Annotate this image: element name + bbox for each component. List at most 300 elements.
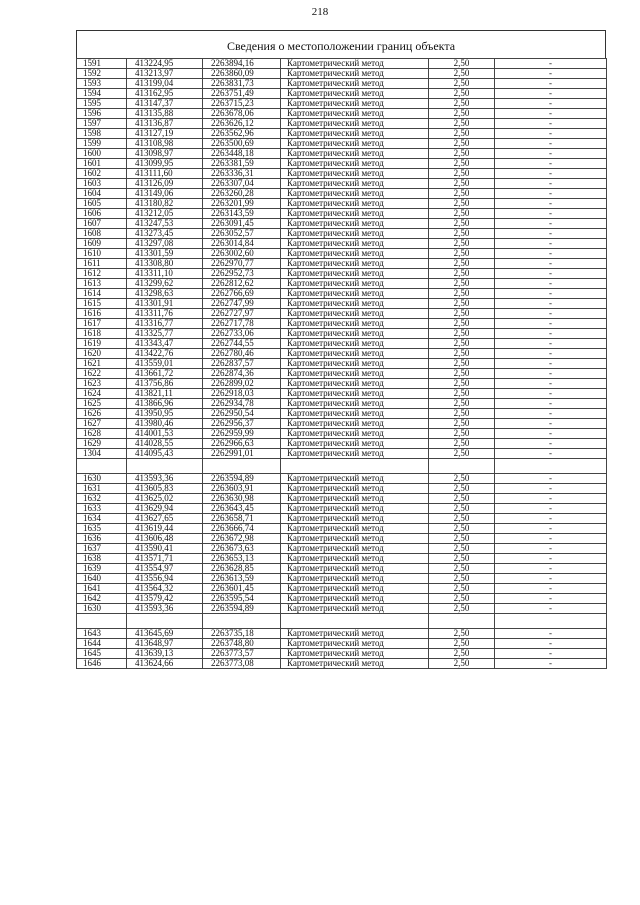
table-row bbox=[77, 259, 607, 269]
point-number-cell: 1597 bbox=[77, 119, 127, 129]
x-coordinate-cell: 413343,47 bbox=[127, 339, 203, 349]
accuracy-cell: 2,50 bbox=[429, 259, 495, 269]
table-row bbox=[77, 329, 607, 339]
method-cell: Картометрический метод bbox=[281, 349, 429, 359]
method-cell: Картометрический метод bbox=[281, 69, 429, 79]
accuracy-cell: 2,50 bbox=[429, 554, 495, 564]
method-cell: Картометрический метод bbox=[281, 574, 429, 584]
point-number-cell: 1642 bbox=[77, 594, 127, 604]
group-separator-row bbox=[77, 459, 607, 474]
point-number-cell: 1602 bbox=[77, 169, 127, 179]
table-row bbox=[77, 179, 607, 189]
y-coordinate-cell: 2263307,04 bbox=[203, 179, 281, 189]
x-coordinate-cell: 413301,91 bbox=[127, 299, 203, 309]
description-cell: - bbox=[495, 439, 607, 449]
accuracy-cell: 2,50 bbox=[429, 504, 495, 514]
description-cell: - bbox=[495, 79, 607, 89]
method-cell: Картометрический метод bbox=[281, 389, 429, 399]
accuracy-cell: 2,50 bbox=[429, 189, 495, 199]
table-row bbox=[77, 544, 607, 554]
point-number-cell: 1592 bbox=[77, 69, 127, 79]
point-number-cell: 1635 bbox=[77, 524, 127, 534]
x-coordinate-cell: 413661,72 bbox=[127, 369, 203, 379]
x-coordinate-cell: 413821,11 bbox=[127, 389, 203, 399]
table-row bbox=[77, 209, 607, 219]
y-coordinate-cell: 2263643,45 bbox=[203, 504, 281, 514]
accuracy-cell: 2,50 bbox=[429, 59, 495, 69]
description-cell: - bbox=[495, 629, 607, 639]
method-cell: Картометрический метод bbox=[281, 399, 429, 409]
point-number-cell: 1639 bbox=[77, 564, 127, 574]
table-row bbox=[77, 534, 607, 544]
table-row bbox=[77, 59, 607, 69]
point-number-cell: 1627 bbox=[77, 419, 127, 429]
description-cell: - bbox=[495, 639, 607, 649]
y-coordinate-cell: 2263751,49 bbox=[203, 89, 281, 99]
x-coordinate-cell: 413325,77 bbox=[127, 329, 203, 339]
x-coordinate-cell: 413147,37 bbox=[127, 99, 203, 109]
accuracy-cell: 2,50 bbox=[429, 169, 495, 179]
x-coordinate-cell: 413648,97 bbox=[127, 639, 203, 649]
point-number-cell: 1623 bbox=[77, 379, 127, 389]
method-cell: Картометрический метод bbox=[281, 99, 429, 109]
y-coordinate-cell: 2262812,62 bbox=[203, 279, 281, 289]
y-coordinate-cell: 2262727,97 bbox=[203, 309, 281, 319]
x-coordinate-cell: 413866,96 bbox=[127, 399, 203, 409]
point-number-cell: 1620 bbox=[77, 349, 127, 359]
point-number-cell: 1638 bbox=[77, 554, 127, 564]
point-number-cell: 1641 bbox=[77, 584, 127, 594]
x-coordinate-cell: 413108,98 bbox=[127, 139, 203, 149]
y-coordinate-cell: 2263673,63 bbox=[203, 544, 281, 554]
y-coordinate-cell: 2263773,57 bbox=[203, 649, 281, 659]
description-cell: - bbox=[495, 544, 607, 554]
point-number-cell: 1605 bbox=[77, 199, 127, 209]
empty-cell bbox=[281, 459, 429, 474]
accuracy-cell: 2,50 bbox=[429, 359, 495, 369]
y-coordinate-cell: 2263672,98 bbox=[203, 534, 281, 544]
empty-cell bbox=[77, 614, 127, 629]
table-row bbox=[77, 219, 607, 229]
y-coordinate-cell: 2263562,96 bbox=[203, 129, 281, 139]
point-number-cell: 1598 bbox=[77, 129, 127, 139]
description-cell: - bbox=[495, 289, 607, 299]
point-number-cell: 1632 bbox=[77, 494, 127, 504]
table-row bbox=[77, 449, 607, 459]
point-number-cell: 1594 bbox=[77, 89, 127, 99]
method-cell: Картометрический метод bbox=[281, 199, 429, 209]
x-coordinate-cell: 413311,76 bbox=[127, 309, 203, 319]
x-coordinate-cell: 413639,13 bbox=[127, 649, 203, 659]
method-cell: Картометрический метод bbox=[281, 89, 429, 99]
table-row bbox=[77, 629, 607, 639]
point-number-cell: 1622 bbox=[77, 369, 127, 379]
point-number-cell: 1633 bbox=[77, 504, 127, 514]
point-number-cell: 1625 bbox=[77, 399, 127, 409]
y-coordinate-cell: 2263594,89 bbox=[203, 474, 281, 484]
table-row bbox=[77, 419, 607, 429]
table-row bbox=[77, 99, 607, 109]
empty-cell bbox=[495, 614, 607, 629]
accuracy-cell: 2,50 bbox=[429, 544, 495, 554]
accuracy-cell: 2,50 bbox=[429, 139, 495, 149]
accuracy-cell: 2,50 bbox=[429, 399, 495, 409]
accuracy-cell: 2,50 bbox=[429, 369, 495, 379]
method-cell: Картометрический метод bbox=[281, 554, 429, 564]
accuracy-cell: 2,50 bbox=[429, 449, 495, 459]
x-coordinate-cell: 413136,87 bbox=[127, 119, 203, 129]
table-row bbox=[77, 524, 607, 534]
description-cell: - bbox=[495, 229, 607, 239]
accuracy-cell: 2,50 bbox=[429, 79, 495, 89]
point-number-cell: 1628 bbox=[77, 429, 127, 439]
description-cell: - bbox=[495, 554, 607, 564]
method-cell: Картометрический метод bbox=[281, 299, 429, 309]
x-coordinate-cell: 413579,42 bbox=[127, 594, 203, 604]
description-cell: - bbox=[495, 399, 607, 409]
x-coordinate-cell: 413135,88 bbox=[127, 109, 203, 119]
x-coordinate-cell: 413624,66 bbox=[127, 659, 203, 669]
point-number-cell: 1640 bbox=[77, 574, 127, 584]
y-coordinate-cell: 2263143,59 bbox=[203, 209, 281, 219]
x-coordinate-cell: 413299,62 bbox=[127, 279, 203, 289]
x-coordinate-cell: 413099,95 bbox=[127, 159, 203, 169]
description-cell: - bbox=[495, 429, 607, 439]
y-coordinate-cell: 2262956,37 bbox=[203, 419, 281, 429]
point-number-cell: 1624 bbox=[77, 389, 127, 399]
description-cell: - bbox=[495, 169, 607, 179]
point-number-cell: 1611 bbox=[77, 259, 127, 269]
point-number-cell: 1600 bbox=[77, 149, 127, 159]
y-coordinate-cell: 2263630,98 bbox=[203, 494, 281, 504]
method-cell: Картометрический метод bbox=[281, 79, 429, 89]
description-cell: - bbox=[495, 349, 607, 359]
accuracy-cell: 2,50 bbox=[429, 269, 495, 279]
table-row bbox=[77, 319, 607, 329]
accuracy-cell: 2,50 bbox=[429, 219, 495, 229]
accuracy-cell: 2,50 bbox=[429, 99, 495, 109]
method-cell: Картометрический метод bbox=[281, 129, 429, 139]
method-cell: Картометрический метод bbox=[281, 494, 429, 504]
x-coordinate-cell: 413627,65 bbox=[127, 514, 203, 524]
y-coordinate-cell: 2262950,54 bbox=[203, 409, 281, 419]
description-cell: - bbox=[495, 109, 607, 119]
method-cell: Картометрический метод bbox=[281, 139, 429, 149]
description-cell: - bbox=[495, 309, 607, 319]
accuracy-cell: 2,50 bbox=[429, 584, 495, 594]
table-row bbox=[77, 289, 607, 299]
table-row bbox=[77, 189, 607, 199]
point-number-cell: 1599 bbox=[77, 139, 127, 149]
x-coordinate-cell: 413605,83 bbox=[127, 484, 203, 494]
accuracy-cell: 2,50 bbox=[429, 629, 495, 639]
table-row bbox=[77, 429, 607, 439]
boundary-coordinates-table-frame bbox=[76, 30, 606, 669]
empty-cell bbox=[203, 614, 281, 629]
accuracy-cell: 2,50 bbox=[429, 199, 495, 209]
description-cell: - bbox=[495, 339, 607, 349]
description-cell: - bbox=[495, 329, 607, 339]
description-cell: - bbox=[495, 259, 607, 269]
point-number-cell: 1630 bbox=[77, 604, 127, 614]
description-cell: - bbox=[495, 369, 607, 379]
y-coordinate-cell: 2262952,73 bbox=[203, 269, 281, 279]
accuracy-cell: 2,50 bbox=[429, 659, 495, 669]
point-number-cell: 1646 bbox=[77, 659, 127, 669]
x-coordinate-cell: 413559,01 bbox=[127, 359, 203, 369]
coordinates-table bbox=[76, 58, 607, 669]
table-row bbox=[77, 379, 607, 389]
method-cell: Картометрический метод bbox=[281, 514, 429, 524]
x-coordinate-cell: 413297,08 bbox=[127, 239, 203, 249]
x-coordinate-cell: 413756,86 bbox=[127, 379, 203, 389]
table-row bbox=[77, 109, 607, 119]
coordinates-table-body bbox=[77, 59, 607, 669]
x-coordinate-cell: 413126,09 bbox=[127, 179, 203, 189]
y-coordinate-cell: 2263201,99 bbox=[203, 199, 281, 209]
y-coordinate-cell: 2262991,01 bbox=[203, 449, 281, 459]
description-cell: - bbox=[495, 379, 607, 389]
method-cell: Картометрический метод bbox=[281, 229, 429, 239]
point-number-cell: 1631 bbox=[77, 484, 127, 494]
description-cell: - bbox=[495, 574, 607, 584]
accuracy-cell: 2,50 bbox=[429, 309, 495, 319]
method-cell: Картометрический метод bbox=[281, 319, 429, 329]
point-number-cell: 1609 bbox=[77, 239, 127, 249]
table-row bbox=[77, 659, 607, 669]
point-number-cell: 1601 bbox=[77, 159, 127, 169]
description-cell: - bbox=[495, 179, 607, 189]
table-row bbox=[77, 504, 607, 514]
point-number-cell: 1304 bbox=[77, 449, 127, 459]
description-cell: - bbox=[495, 494, 607, 504]
description-cell: - bbox=[495, 514, 607, 524]
y-coordinate-cell: 2262966,63 bbox=[203, 439, 281, 449]
y-coordinate-cell: 2262934,78 bbox=[203, 399, 281, 409]
method-cell: Картометрический метод bbox=[281, 484, 429, 494]
empty-cell bbox=[429, 614, 495, 629]
y-coordinate-cell: 2262959,99 bbox=[203, 429, 281, 439]
point-number-cell: 1614 bbox=[77, 289, 127, 299]
accuracy-cell: 2,50 bbox=[429, 299, 495, 309]
x-coordinate-cell: 413556,94 bbox=[127, 574, 203, 584]
description-cell: - bbox=[495, 189, 607, 199]
table-row bbox=[77, 604, 607, 614]
x-coordinate-cell: 413950,95 bbox=[127, 409, 203, 419]
description-cell: - bbox=[495, 419, 607, 429]
method-cell: Картометрический метод bbox=[281, 534, 429, 544]
description-cell: - bbox=[495, 524, 607, 534]
description-cell: - bbox=[495, 584, 607, 594]
accuracy-cell: 2,50 bbox=[429, 514, 495, 524]
table-row bbox=[77, 554, 607, 564]
x-coordinate-cell: 414001,53 bbox=[127, 429, 203, 439]
accuracy-cell: 2,50 bbox=[429, 524, 495, 534]
accuracy-cell: 2,50 bbox=[429, 564, 495, 574]
accuracy-cell: 2,50 bbox=[429, 474, 495, 484]
method-cell: Картометрический метод bbox=[281, 504, 429, 514]
point-number-cell: 1636 bbox=[77, 534, 127, 544]
table-row bbox=[77, 129, 607, 139]
y-coordinate-cell: 2263594,89 bbox=[203, 604, 281, 614]
point-number-cell: 1603 bbox=[77, 179, 127, 189]
x-coordinate-cell: 413111,60 bbox=[127, 169, 203, 179]
table-row bbox=[77, 564, 607, 574]
method-cell: Картометрический метод bbox=[281, 249, 429, 259]
y-coordinate-cell: 2263626,12 bbox=[203, 119, 281, 129]
x-coordinate-cell: 413273,45 bbox=[127, 229, 203, 239]
accuracy-cell: 2,50 bbox=[429, 209, 495, 219]
y-coordinate-cell: 2263091,45 bbox=[203, 219, 281, 229]
point-number-cell: 1607 bbox=[77, 219, 127, 229]
description-cell: - bbox=[495, 59, 607, 69]
x-coordinate-cell: 413247,53 bbox=[127, 219, 203, 229]
y-coordinate-cell: 2263715,23 bbox=[203, 99, 281, 109]
y-coordinate-cell: 2263773,08 bbox=[203, 659, 281, 669]
table-row bbox=[77, 199, 607, 209]
accuracy-cell: 2,50 bbox=[429, 119, 495, 129]
method-cell: Картометрический метод bbox=[281, 109, 429, 119]
method-cell: Картометрический метод bbox=[281, 259, 429, 269]
table-row bbox=[77, 139, 607, 149]
accuracy-cell: 2,50 bbox=[429, 419, 495, 429]
description-cell: - bbox=[495, 269, 607, 279]
description-cell: - bbox=[495, 99, 607, 109]
accuracy-cell: 2,50 bbox=[429, 329, 495, 339]
method-cell: Картометрический метод bbox=[281, 524, 429, 534]
point-number-cell: 1645 bbox=[77, 649, 127, 659]
x-coordinate-cell: 413554,97 bbox=[127, 564, 203, 574]
point-number-cell: 1637 bbox=[77, 544, 127, 554]
description-cell: - bbox=[495, 409, 607, 419]
point-number-cell: 1634 bbox=[77, 514, 127, 524]
y-coordinate-cell: 2263628,85 bbox=[203, 564, 281, 574]
table-row bbox=[77, 279, 607, 289]
page-number: 218 bbox=[311, 6, 329, 18]
accuracy-cell: 2,50 bbox=[429, 649, 495, 659]
empty-cell bbox=[429, 459, 495, 474]
point-number-cell: 1644 bbox=[77, 639, 127, 649]
method-cell: Картометрический метод bbox=[281, 359, 429, 369]
description-cell: - bbox=[495, 69, 607, 79]
point-number-cell: 1621 bbox=[77, 359, 127, 369]
point-number-cell: 1606 bbox=[77, 209, 127, 219]
y-coordinate-cell: 2263613,59 bbox=[203, 574, 281, 584]
x-coordinate-cell: 413571,71 bbox=[127, 554, 203, 564]
x-coordinate-cell: 413645,69 bbox=[127, 629, 203, 639]
accuracy-cell: 2,50 bbox=[429, 289, 495, 299]
y-coordinate-cell: 2263666,74 bbox=[203, 524, 281, 534]
description-cell: - bbox=[495, 219, 607, 229]
point-number-cell: 1630 bbox=[77, 474, 127, 484]
accuracy-cell: 2,50 bbox=[429, 439, 495, 449]
accuracy-cell: 2,50 bbox=[429, 129, 495, 139]
point-number-cell: 1612 bbox=[77, 269, 127, 279]
accuracy-cell: 2,50 bbox=[429, 429, 495, 439]
x-coordinate-cell: 413224,95 bbox=[127, 59, 203, 69]
accuracy-cell: 2,50 bbox=[429, 389, 495, 399]
x-coordinate-cell: 413180,82 bbox=[127, 199, 203, 209]
method-cell: Картометрический метод bbox=[281, 544, 429, 554]
x-coordinate-cell: 413298,63 bbox=[127, 289, 203, 299]
accuracy-cell: 2,50 bbox=[429, 349, 495, 359]
method-cell: Картометрический метод bbox=[281, 149, 429, 159]
y-coordinate-cell: 2262874,36 bbox=[203, 369, 281, 379]
table-row bbox=[77, 474, 607, 484]
method-cell: Картометрический метод bbox=[281, 209, 429, 219]
y-coordinate-cell: 2263653,13 bbox=[203, 554, 281, 564]
table-row bbox=[77, 639, 607, 649]
y-coordinate-cell: 2262747,99 bbox=[203, 299, 281, 309]
description-cell: - bbox=[495, 199, 607, 209]
method-cell: Картометрический метод bbox=[281, 449, 429, 459]
method-cell: Картометрический метод bbox=[281, 239, 429, 249]
table-row bbox=[77, 149, 607, 159]
table-row bbox=[77, 574, 607, 584]
description-cell: - bbox=[495, 504, 607, 514]
point-number-cell: 1608 bbox=[77, 229, 127, 239]
y-coordinate-cell: 2263601,45 bbox=[203, 584, 281, 594]
y-coordinate-cell: 2263860,09 bbox=[203, 69, 281, 79]
table-row bbox=[77, 349, 607, 359]
table-row bbox=[77, 89, 607, 99]
accuracy-cell: 2,50 bbox=[429, 484, 495, 494]
table-row bbox=[77, 79, 607, 89]
method-cell: Картометрический метод bbox=[281, 179, 429, 189]
x-coordinate-cell: 413162,95 bbox=[127, 89, 203, 99]
y-coordinate-cell: 2262970,77 bbox=[203, 259, 281, 269]
table-row bbox=[77, 339, 607, 349]
x-coordinate-cell: 413593,36 bbox=[127, 604, 203, 614]
y-coordinate-cell: 2262918,03 bbox=[203, 389, 281, 399]
description-cell: - bbox=[495, 649, 607, 659]
empty-cell bbox=[127, 614, 203, 629]
y-coordinate-cell: 2263500,69 bbox=[203, 139, 281, 149]
table-row bbox=[77, 239, 607, 249]
description-cell: - bbox=[495, 534, 607, 544]
point-number-cell: 1595 bbox=[77, 99, 127, 109]
description-cell: - bbox=[495, 299, 607, 309]
y-coordinate-cell: 2263260,28 bbox=[203, 189, 281, 199]
table-row bbox=[77, 594, 607, 604]
table-row bbox=[77, 119, 607, 129]
table-row bbox=[77, 584, 607, 594]
method-cell: Картометрический метод bbox=[281, 119, 429, 129]
accuracy-cell: 2,50 bbox=[429, 69, 495, 79]
method-cell: Картометрический метод bbox=[281, 594, 429, 604]
y-coordinate-cell: 2262837,57 bbox=[203, 359, 281, 369]
accuracy-cell: 2,50 bbox=[429, 494, 495, 504]
point-number-cell: 1626 bbox=[77, 409, 127, 419]
accuracy-cell: 2,50 bbox=[429, 639, 495, 649]
accuracy-cell: 2,50 bbox=[429, 229, 495, 239]
y-coordinate-cell: 2263381,59 bbox=[203, 159, 281, 169]
description-cell: - bbox=[495, 359, 607, 369]
description-cell: - bbox=[495, 89, 607, 99]
empty-cell bbox=[203, 459, 281, 474]
y-coordinate-cell: 2263735,18 bbox=[203, 629, 281, 639]
point-number-cell: 1604 bbox=[77, 189, 127, 199]
y-coordinate-cell: 2262744,55 bbox=[203, 339, 281, 349]
y-coordinate-cell: 2263603,91 bbox=[203, 484, 281, 494]
table-row bbox=[77, 269, 607, 279]
x-coordinate-cell: 413422,76 bbox=[127, 349, 203, 359]
description-cell: - bbox=[495, 389, 607, 399]
method-cell: Картометрический метод bbox=[281, 219, 429, 229]
point-number-cell: 1617 bbox=[77, 319, 127, 329]
x-coordinate-cell: 413316,77 bbox=[127, 319, 203, 329]
table-row bbox=[77, 494, 607, 504]
